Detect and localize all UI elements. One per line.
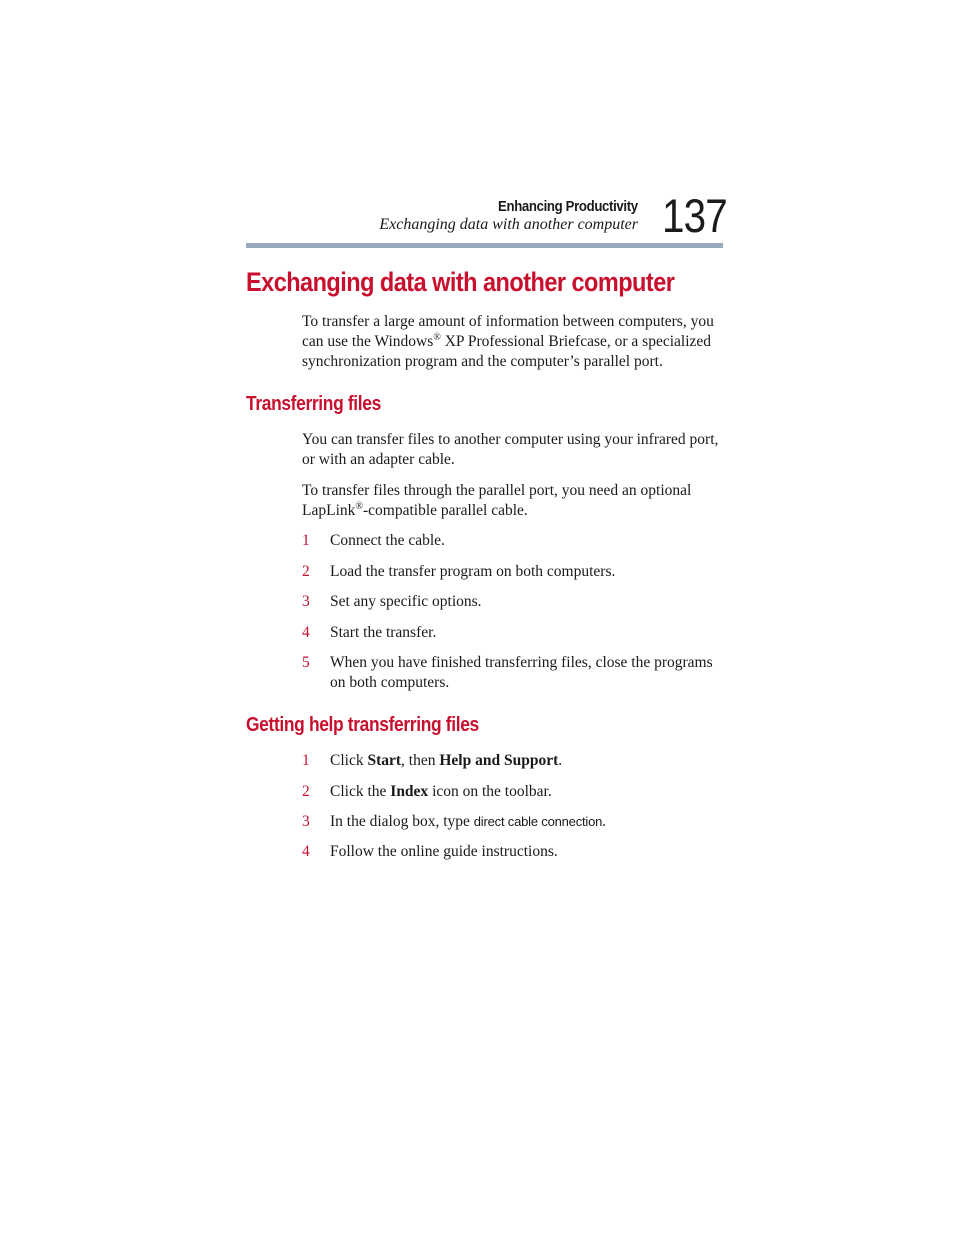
help-step xyxy=(302,782,726,802)
laplink-text-1: To transfer files through the parallel port, you need an optional LapLink xyxy=(302,482,692,519)
transfer-step xyxy=(302,531,726,551)
step-number: 4 xyxy=(302,843,310,860)
ui-term-start: Start xyxy=(367,752,402,769)
step-text: Connect the cable. xyxy=(330,532,445,549)
transfer-step xyxy=(302,623,726,643)
transfer-step xyxy=(302,592,726,612)
step-text-part: Click the xyxy=(330,783,391,800)
intro-text-1: To transfer a large amount of information between computers, you can use the Windows xyxy=(302,313,714,350)
step-text xyxy=(330,751,726,771)
step-number: 2 xyxy=(302,563,310,580)
step-text-part: Click xyxy=(330,752,368,769)
step-number: 3 xyxy=(302,593,310,610)
transferring-paragraph-2 xyxy=(302,481,726,521)
step-text-part: In the dialog box, type xyxy=(330,813,474,830)
step-text: Follow the online guide instructions. xyxy=(330,843,558,860)
running-header-section: Exchanging data with another computer xyxy=(379,216,638,233)
header-divider xyxy=(246,243,723,248)
ui-term-help-and-support: Help and Support xyxy=(439,752,559,769)
registered-mark: ® xyxy=(433,332,441,343)
step-number: 1 xyxy=(302,752,310,769)
step-number: 2 xyxy=(302,783,310,800)
laplink-text-2: -compatible parallel cable. xyxy=(362,502,528,519)
step-text xyxy=(330,782,726,802)
help-step xyxy=(302,751,726,771)
step-text: When you have finished transferring files, close the programs on both computers. xyxy=(330,654,713,691)
section-heading-getting-help: Getting help transferring files xyxy=(246,714,479,736)
help-step xyxy=(302,842,726,862)
step-text: Load the transfer program on both computers. xyxy=(330,563,616,580)
step-number: 1 xyxy=(302,532,310,549)
intro-paragraph xyxy=(302,312,726,372)
step-text: Start the transfer. xyxy=(330,624,437,641)
help-step xyxy=(302,812,726,832)
intro-text-2: XP Professional Briefcase, or a specialized synchronization program and the computer’s parallel port. xyxy=(302,333,712,370)
typed-input-text: direct cable connection xyxy=(473,814,603,829)
step-number: 3 xyxy=(302,813,310,830)
transfer-step xyxy=(302,562,726,582)
step-text-part: icon on the toolbar. xyxy=(428,783,552,800)
ui-term-index: Index xyxy=(390,783,429,800)
running-header-chapter: Enhancing Productivity xyxy=(498,198,638,215)
step-text-part: . xyxy=(558,752,563,769)
step-text: Set any specific options. xyxy=(330,593,482,610)
step-text-part: , then xyxy=(401,752,440,769)
step-text xyxy=(330,812,726,832)
page-title: Exchanging data with another computer xyxy=(246,267,675,297)
page-number: 137 xyxy=(662,189,727,242)
transferring-paragraph-1: You can transfer files to another computer using your infrared port, or with an adapter cable. xyxy=(302,431,719,468)
transfer-step xyxy=(302,653,726,693)
step-number: 4 xyxy=(302,624,310,641)
step-number: 5 xyxy=(302,654,310,671)
registered-mark: ® xyxy=(355,501,363,512)
step-text-part: . xyxy=(602,813,607,830)
section-heading-transferring-files: Transferring files xyxy=(246,393,381,415)
